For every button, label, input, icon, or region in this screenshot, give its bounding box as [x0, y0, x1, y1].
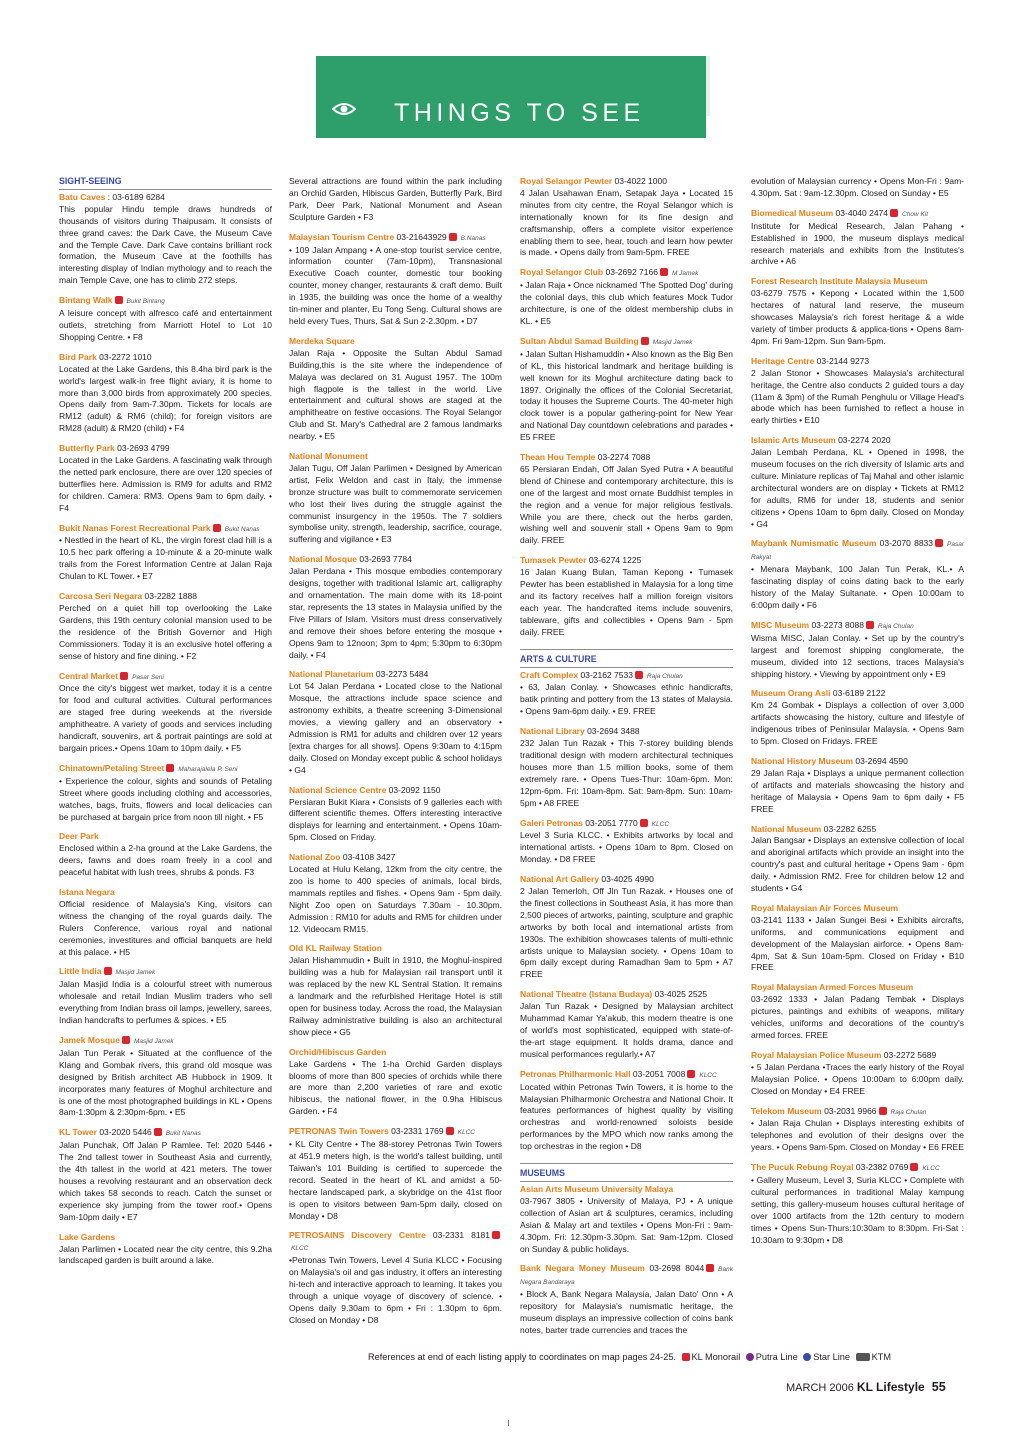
column-2 — [289, 176, 502, 1335]
listing-phone: 03-2273 8088 — [809, 619, 864, 630]
listing-phone: 03-2282 1888 — [142, 591, 197, 602]
listing-description: • Jalan Sultan Hishamuddin • Also known as the Big Ben of KL, this historical landmark and heritage building is well known for its Moghul architecture dating back to 1897. Originally the offices of the Colonial Secretariat, today it houses the Supreme Courts. The 40-meter high clock tower is a popular gathering-point for New Year and National Day countdown celebrations and parades • E5 FREE — [520, 348, 733, 443]
page-title: THINGS TO SEE — [394, 99, 645, 127]
reference-text: References at end of each listing apply to coordinates on map pages 24-25. — [368, 1352, 676, 1362]
station-name: Chow Kit — [902, 210, 929, 218]
listing-name: National Museum — [751, 823, 822, 834]
listing-name: National Library — [520, 726, 585, 737]
listing-phone: 03-4025 2525 — [652, 989, 708, 1000]
listing-name: Heritage Centre — [751, 355, 815, 366]
listing-description: • Nestled in the heart of KL, the virgin forest clad hill is a 10.5 hec park offering a 10-minute & a 20-minute walk trails from the Forest Information Centre at Jalan Raja Chulan to KL Tower. • E7 — [59, 535, 272, 582]
listing-entry — [520, 989, 733, 1060]
listing-description: Enclosed within a 2-ha ground at the Lake Gardens, the deers, fawns and does roam freely in a cool and peaceful habitat with lush trees, shrubs & ponds. F3 — [59, 843, 272, 878]
listing-name: Telekom Museum — [751, 1105, 822, 1116]
listing-phone: 03-2382 0769 — [853, 1162, 909, 1173]
listing-description: Official residence of Malaysia's King, visitors can witness the changing of the royal guards daily. The Rulers Conference, various royal and national ceremonies, investitures and official banquets are held at this palace. • H5 — [59, 898, 272, 957]
listing-name: Craft Complex — [520, 669, 579, 680]
station-icon — [154, 1128, 162, 1136]
station-name: KLCC — [291, 1245, 309, 1253]
eye-icon — [332, 102, 356, 116]
station-name: Masjid Jamek — [115, 969, 156, 977]
listing-description: 03-2141 1133 • Jalan Sungei Besi • Exhibits aircrafts, uniforms, and communications equipment and development of the Malaysian airforce. • Opens 8am-4pm, Sat & Sun 10am-5pm. Closed on Friday • B10 FREE — [751, 914, 964, 973]
listing-entry — [520, 267, 733, 328]
listing-phone: 03-4022 1000 — [612, 176, 667, 186]
section-heading-sightseeing: SIGHT-SEEING — [59, 176, 272, 190]
listing-entry — [289, 336, 502, 443]
listing-phone: 03-2272 5689 — [881, 1049, 937, 1060]
listing-entry — [751, 1050, 964, 1098]
listing-phone: 03-2274 2020 — [835, 435, 891, 446]
listing-entry — [289, 232, 502, 328]
listing-description: Jalan Tun Razak • Designed by Malaysian architect Muhammad Kamar Ya'akub, this modern theatre is one of world's most sophisticated, equipped with state-of-the-art stage equipment. It holds drama, dance and musical performances regularly.• A7 — [520, 1001, 733, 1059]
listing-entry — [520, 818, 733, 867]
station-icon — [120, 672, 128, 680]
listing-name: Orchid/Hibiscus Garden — [289, 1046, 387, 1057]
station-icon — [910, 1163, 918, 1171]
listing-phone: 03-2694 4590 — [853, 755, 908, 766]
listing-entry — [751, 982, 964, 1042]
listing-description: Jalan Parlimen • Located near the city centre, this 9.2ha landscaped garden is built around a lake. — [59, 1243, 272, 1266]
station-icon — [640, 819, 648, 827]
listing-description: Wisma MISC, Jalan Conlay. • Set up by the country's largest and foremost shipping conglomerate, the museum, divided into 12 sections, traces Malaysia's shipping history. • Viewing by appointment only • E9 — [751, 632, 964, 679]
station-icon — [935, 539, 943, 547]
page-banner — [316, 56, 706, 138]
listing-phone: 03-6274 1225 — [586, 555, 642, 566]
column-3 — [520, 176, 733, 1345]
listing-description: • KL City Centre • The 88-storey Petronas Twin Towers at 451.9 meters high, is the world's tallest building, until Taiwan's 101 Building is certified to supercede the record. Seated in the heart of KL and amidst a 50-hectare landscaped park, a skybridge on the 41st floor is open to visitors between 9am-5pm daily, closed on Monday • D8 — [289, 1139, 502, 1221]
listing-entry — [59, 763, 272, 824]
star-line-icon — [803, 1353, 811, 1361]
listing-description: Jalan Punchak, Off Jalan P Ramlee. Tel: 2020 5446 • The 2nd tallest tower in Southeast Asia and currently, the 4th tallest in the world at 421 meters. The tower houses a revolving restaurant and an observation deck which takes 58 seconds to reach. Catch the sunset or experience sky jumping from the tower roof.• Opens 9am-10pm daily • E7 — [59, 1140, 272, 1222]
entries-col2 — [289, 176, 502, 1327]
station-name: Raja Chulan — [877, 622, 914, 630]
listing-description: Lake Gardens • The 1-ha Orchid Garden displays blooms of more than 800 species of orchids while there are more than 2,200 varieties of rare and exotic hibiscus, the national flower, in the 0.9ha Hibiscus Garden. • F4 — [289, 1058, 502, 1117]
listing-entry — [289, 1126, 502, 1222]
listing-entry — [751, 824, 964, 895]
listing-name: Royal Selangor Pewter — [520, 176, 613, 186]
listing-entry — [520, 176, 733, 259]
station-icon — [122, 1036, 130, 1044]
station-name: KLCC — [651, 820, 670, 828]
banner-accent — [706, 56, 710, 116]
listing-description: Located in the Lake Gardens. A fascinating walk through the netted park enclosure, there are over 120 species of butterflies here. Admission is RM9 for adults and RM2 for children. Camera: RM3. Opens 9am to 6pm daily. • F4 — [59, 455, 272, 513]
page-footer — [786, 1380, 946, 1394]
entries-col4 — [751, 176, 964, 1247]
issue-date: MARCH 2006 — [786, 1382, 854, 1394]
listing-name: Bukit Nanas Forest Recreational Park — [59, 522, 211, 533]
listing-name: Carcosa Seri Negara — [59, 591, 143, 602]
station-name: Pasar Rakyat — [751, 541, 964, 562]
listing-entry — [751, 356, 964, 427]
station-name: KLCC — [922, 1165, 940, 1173]
listing-entry — [289, 451, 502, 546]
section-heading-museums: MUSEUMS — [520, 1163, 733, 1182]
listing-entry — [59, 887, 272, 958]
listing-phone: 03-2272 1010 — [96, 351, 152, 362]
listing-entry — [751, 1162, 964, 1246]
listing-description: Jalan Bangsar • Displays an extensive collection of local and aboriginal artifacts which provide an insight into the country's past and cultural heritage • Opens 9am - 6pm daily. • Admission RM2. Free for children below 12 and students • G4 — [751, 835, 964, 894]
listing-name: Islamic Arts Museum — [751, 435, 836, 446]
magazine-name: KL Lifestyle — [856, 1380, 925, 1394]
listing-entry — [751, 538, 964, 611]
station-name: Raja Chulan — [890, 1108, 927, 1116]
map-reference-note — [368, 1352, 891, 1362]
listing-name: Butterfly Park — [59, 443, 115, 454]
listing-phone: 03-2693 4799 — [114, 443, 170, 454]
listing-phone: 03-2144 9273 — [814, 355, 870, 366]
listing-entry — [59, 1232, 272, 1268]
listing-entry — [59, 1127, 272, 1223]
listing-entry — [289, 785, 502, 845]
listing-description: Jalan Perdana • This mosque embodies contemporary designs, together with traditional Islamic art, calligraphy and ornamentation. The main dome with its 18-point star, represents the 13 states in Malaysia unified by the Five Pillars of Islam. Visitors must dress conservatively and remove their shoes before entering the mosque • Opens 9am to 12noon; 3pm to 4pm; 5:30pm to 6:30pm daily. • F4 — [289, 566, 502, 660]
listing-entry — [289, 1230, 502, 1326]
listing-description: Persiaran Bukit Kiara • Consists of 9 galleries each with different scientific themes. Offers interesting interactive displays for learning and entertainment. • Opens 10am-5pm. Closed on Friday. — [289, 796, 502, 843]
station-icon — [449, 233, 457, 241]
listing-name: National Science Centre — [289, 784, 387, 795]
listing-entry — [520, 1263, 733, 1336]
listing-name: The Pucuk Rebung Royal — [751, 1162, 854, 1173]
listing-phone: 03-2694 3488 — [584, 726, 640, 737]
station-name: Masjid Jamek — [652, 338, 693, 346]
listing-phone: 03-2331 8181 — [425, 1230, 490, 1241]
listing-description: evolution of Malaysian currency • Opens Mon-Fri : 9am-4.30pm. Sat : 9am-12.30pm. Closed on Sunday • E5 — [751, 176, 964, 198]
station-icon — [213, 524, 221, 532]
listing-name: Little India — [59, 966, 102, 977]
station-icon — [866, 621, 874, 629]
listing-name: KL Tower — [59, 1127, 97, 1138]
listing-phone: 03-2282 6255 — [821, 823, 877, 834]
listing-description: 4 Jalan Usahawan Enam, Setapak Jaya • Located 15 minutes from city centre, the Royal Selangor which is internationally known for its fine design and craftsmanship, offers a complete visitor experience enabling them to see, hear, touch and learn how pewter is made. • Opens daily from 9am-5pm. FREE — [520, 187, 733, 258]
ktm-icon — [856, 1353, 870, 1361]
listing-name: Petronas Philharmonic Hall — [520, 1068, 631, 1079]
station-icon — [104, 967, 112, 975]
station-name: Bank Negara Bandaraya — [520, 1266, 733, 1287]
listing-name: National History Museum — [751, 755, 854, 766]
listing-entry — [59, 523, 272, 584]
listing-name: Chinatown/Petaling Street — [59, 762, 165, 773]
listing-entry — [751, 176, 964, 200]
listing-description: Institute for Medical Research, Jalan Pahang • Established in 1900, the museum displays medical research materials and exhibits from the Institutes's archive • A6 — [751, 220, 964, 267]
listing-name: Forest Research Institute Malaysia Museum — [751, 276, 928, 287]
listing-phone: 03-4025 4990 — [599, 874, 654, 885]
listing-description: A leisure concept with alfresco café and entertainment outlets, stretching from Marriott Hotel to Lot 10 Shopping Centre. • F8 — [59, 308, 272, 342]
listing-description: Several attractions are found within the park including an Orchid Garden, Hibiscus Garden, Butterfly Park, Bird Park, Deer Park, National Monument and Asean Sculpture Garden • F3 — [289, 176, 502, 222]
listing-phone: 03-2692 7166 — [603, 267, 658, 278]
listing-name: Maybank Numismatic Museum — [751, 538, 877, 549]
listing-phone: 03-2051 7770 — [582, 817, 638, 828]
listing-description: • Jalan Raja • Once nicknamed 'The Spotted Dog' during the colonial days, this club which features Mock Tudor architecture, is one of the oldest membership clubs in KL. • E5 — [520, 280, 733, 326]
listing-description: • 109 Jalan Ampang • A one-stop tourist service centre, information counter (7am-10pm), Transnasional Executive Coach counter, domestic tour booking counter, money changer, restaurants & craft demo. Built in 1935, the building was once the home of a wealthy tin-miner and planter, Eu Tong Seng. Cultural shows are held every Tues, Thurs, Sat & Sun 2-2.30pm. • D7 — [289, 244, 502, 326]
station-icon — [687, 1070, 695, 1078]
listing-name: Old KL Railway Station — [289, 943, 382, 954]
listing-entry — [520, 336, 733, 444]
listing-description: Perched on a quiet hill top overlooking the Lake Gardens, this 19th century colonial mansion used to be the residence of the British Governor and High Commissioners. Today it is an exclusive hotel offering a sense of history and fine dining. • F2 — [59, 603, 272, 661]
listing-description: Located within Petronas Twin Towers, it is home to the Malaysian Philharmonic Orchestra and National Choir. It features performances of highest quality by visiting orchestras and world-renowned soloists beside performances by the MPO which now ranks among the top orchestras in the region • D8 — [520, 1081, 733, 1152]
listing-entry — [289, 669, 502, 776]
listing-phone: 03-2092 1150 — [386, 784, 441, 795]
entries-col1 — [59, 192, 272, 1267]
putra-line-icon — [746, 1353, 754, 1361]
listing-name: Bintang Walk — [59, 295, 113, 306]
listing-entry — [59, 192, 272, 287]
listing-description: • Menara Maybank, 100 Jalan Tun Perak, KL.• A fascinating display of coins dating back to the early history of the Malay Sultanate. • Open 10:00am to 6:00pm daily • F6 — [751, 564, 964, 610]
listing-name: National Zoo — [289, 852, 341, 863]
listing-entry — [289, 176, 502, 224]
station-icon — [660, 268, 668, 276]
listing-entry — [59, 671, 272, 755]
listing-name: National Mosque — [289, 554, 358, 565]
listing-name: Lake Gardens — [59, 1231, 116, 1242]
listing-entry — [520, 874, 733, 981]
listing-name: Tumasek Pewter — [520, 555, 587, 566]
listing-phone: 03-2070 8833 — [876, 538, 934, 549]
listing-entry — [289, 943, 502, 1038]
listing-entry — [751, 620, 964, 681]
station-name: Masjid Jamek — [133, 1038, 174, 1045]
listing-phone: 03-4108 3427 — [340, 852, 396, 863]
listing-description: Jalan Hishammudin • Built in 1910, the Moghul-inspired building was a hub for Malaysian rail transport until it was replaced by the new KL Sentral Station. It remains a landmark and the refurbished Heritage Hotel is still open for business today. Across the road, the Malaysian Railway administrative building is also an architectural show piece • G5 — [289, 955, 502, 1037]
listing-name: National Monument — [289, 451, 368, 462]
listing-description: • Experience the colour, sights and sounds of Petaling Street where goods including clothing and accessories, watches, bags, fruits, flowers and local delicacies can be purchased at bargain price from noon till night. • F5 — [59, 775, 272, 822]
entries-col3b — [520, 670, 733, 1154]
station-name: M Jamek — [671, 270, 699, 278]
listing-description: Jalan Masjid India is a colourful street with numerous wholesale and retail Indian Muslim traders who sell everything from Indian brass oil lamps, jewellery, sarees, Indian handcrafts to perfumes & spices. • E5 — [59, 979, 272, 1026]
listing-description: 16 Jalan Kuang Bulan, Taman Kepong • Tumasek Pewter has been established in Malaysia for a long time and its factory receives half a million foreign visitors each year. The handcrafted items include souvenirs, tableware, gifts and collectibles • Opens 9am - 5pm daily. FREE — [520, 567, 733, 637]
station-name: Maharajalela P. Seni — [178, 765, 238, 773]
listing-name: Museum Orang Asli — [751, 688, 831, 699]
listing-phone: 03-2693 7784 — [357, 554, 412, 565]
legend-star: Star Line — [813, 1352, 851, 1362]
legend-monorail: KL Monorail — [691, 1352, 741, 1362]
listing-entry — [59, 352, 272, 435]
listing-description: •Petronas Twin Towers, Level 4 Suria KLCC • Focusing on Malaysia's oil and gas industry, it offers an interesting hi-tech and interactive approach to learning. It takes you through a unique voyage of discovery of science. • Opens daily 9.30am to 6pm • Fri : 1.30pm to 6pm. Closed on Monday • D8 — [289, 1255, 502, 1325]
listing-entry — [520, 670, 733, 719]
listing-name: Thean Hou Temple — [520, 452, 596, 463]
listing-description: 03-7967 3805 • University of Malaya, PJ • A unique collection of Asian art & sculptures, ceramics, including Asian & Malay art and textiles • Opens Mon-Fri : 9am-4.30pm. Fri: 12.30pm-3.30pm. Sat: 9am-12pm. Closed on Sunday & public holidays. — [520, 1195, 733, 1254]
listing-description: 03-6279 7575 • Kepong • Located within the 1,500 hectares of natural land reserve, the museum showcases Malaysia's rich forest heritage & a wide variety of timber products & applica-tions • Opens 8am-4pm. Fri 9am-12pm. Sun 9am-5pm. — [751, 288, 964, 346]
listing-entry — [520, 1069, 733, 1153]
listing-name: Sultan Abdul Samad Building — [520, 335, 639, 346]
listing-entry — [59, 966, 272, 1027]
listing-entry — [751, 1106, 964, 1155]
listing-entry — [751, 688, 964, 748]
listing-entry — [520, 1184, 733, 1255]
listing-name: Asian Arts Museum University Malaya — [520, 1183, 674, 1194]
station-icon — [879, 1107, 887, 1115]
legend-putra: Putra Line — [755, 1352, 798, 1362]
crop-mark — [508, 1420, 509, 1426]
station-name: Pasar Seni — [132, 673, 164, 681]
listing-name: Royal Selangor Club — [520, 267, 604, 278]
listing-phone: 03-2273 5484 — [373, 669, 429, 680]
listing-phone: 03-2051 7008 — [630, 1068, 686, 1079]
listing-phone: 03-2162 7533 — [578, 669, 633, 680]
station-icon — [446, 1127, 454, 1135]
listing-name: National Planetarium — [289, 669, 374, 680]
listing-entry — [751, 276, 964, 347]
listing-description: Located at the Lake Gardens, this 8.4ha bird park is the world's largest walk-in free flight aviary, it is home to more than 3,000 birds from approximately 200 species. Opens daily from 9am-7.30pm. Tickets for locals are RM12 (adult) & RM6 (child); for foreign visitors are RM28 (adult) & RM20 (child) • F4 — [59, 363, 272, 434]
listing-entry — [751, 208, 964, 269]
listing-entry — [751, 756, 964, 816]
listing-description: Once the city's biggest wet market, today it is a centre for food and cultural activities. Cultural performances are staged free during weekends at the riverside amphitheatre. A variety of goods and services including handicraft, souvenirs, art & portrait paintings are sold at bargain prices.• Opens 10am to 10pm daily. • F5 — [59, 683, 272, 753]
listing-entry — [59, 591, 272, 662]
listing-entry — [751, 903, 964, 974]
listing-phone: 03-2331 1769 — [388, 1126, 444, 1137]
listing-description: Jalan Tun Perak • Situated at the confluence of the Klang and Gombak rivers, this grand old mosque was designed by British architect AB Hubbock in 1909. It incorporates many features of Moghul architecture and is one of the most photographed buildings in KL • Opens 8am-1:30pm & 2:30pm-6pm. • E5 — [59, 1047, 272, 1118]
listing-phone: 03-21643929 — [394, 231, 447, 242]
page-number: 55 — [931, 1380, 946, 1394]
listing-description: 65 Persiaran Endah, Off Jalan Syed Putra • A beautiful blend of Chinese and contemporary architecture, this is one of the largest and most ornate Buddhist temples in the region and a venue for major religious festivals. While you are there, check out the herbs garden, wishing well and souvenir stall • Opens 9am to 9pm daily. FREE — [520, 463, 733, 546]
listing-name: PETRONAS Twin Towers — [289, 1126, 389, 1137]
listing-entry — [751, 435, 964, 530]
listing-phone: 03-6189 2122 — [830, 688, 886, 699]
listing-description: 03-2692 1333 • Jalan Padang Tembak • Displays pictures, paintings and exhibits of weapons, military vehicles, uniforms and decorations of the country's armed forces. FREE — [751, 994, 964, 1040]
listing-name: Deer Park — [59, 831, 99, 842]
listing-description: • Gallery Museum, Level 3, Suria KLCC • Complete with cultural performances in traditional Malay kampung setting, this gallery-museum houses cultural heritage of over 1000 artifacts from the 12th century to modern times • Opens Sun-Thurs:10:30am to 8:30pm. Fri-Sat : 10:30am to 9:30pm • D8 — [751, 1175, 964, 1245]
listing-entry — [289, 852, 502, 935]
station-icon — [890, 209, 898, 217]
listing-description: • Jalan Raja Chulan • Displays interesting exhibits of telephones and evolution of their designs over the years. • Opens 9am-5pm. Closed on Monday • E6 FREE — [751, 1118, 964, 1153]
listing-entry — [520, 555, 733, 638]
column-4 — [751, 176, 964, 1255]
listing-phone: 03-2031 9966 — [821, 1105, 877, 1116]
listing-name: PETROSAINS Discovery Centre — [289, 1230, 426, 1241]
station-icon — [115, 296, 123, 304]
listing-description: Jalan Tugu, Off Jalan Parlimen • Designed by American artist, Felix Weldon and cast in Italy, the immense bronze structure was built to commemorate servicemen who lost their lives during the struggle against the communist insurgency in the 1950s. The 7 soldiers symbolise unity, strength, leadership, sacrifice, courage, suffering and vigilance • E3 — [289, 462, 502, 545]
listing-phone: 03-2698 8044 — [644, 1263, 705, 1274]
entries-col3c — [520, 1184, 733, 1337]
listing-entry — [59, 443, 272, 514]
listing-description: This popular Hindu temple draws hundreds of thousands of visitors during Thaipusam. It consists of three grand caves: the Dark Cave, the Museum Cave and the Temple Cave. Dark Cave contains brilliant rock formation, the Museum Cave at the foothills has interesting display of Indian mythology and to reach the main Temple Cave, one has to climb 272 steps. — [59, 203, 272, 286]
listing-phone: 03-2274 7088 — [595, 452, 651, 463]
listing-entry — [59, 295, 272, 344]
listing-description: • 63, Jalan Conlay. • Showcases ethnic handicrafts, batik printing and pottery from the 13 states of Malaysia. • Opens 9am-6pm daily. • E9. FREE — [520, 682, 733, 717]
listing-phone: 03-2020 5446 — [96, 1127, 152, 1138]
listing-name: National Theatre (Istana Budaya) — [520, 989, 653, 1000]
listing-entry — [59, 1035, 272, 1119]
listing-description: • Block A, Bank Negara Malaysia, Jalan Dato' Onn • A repository for Malaysia's numismatic heritage, the museum displays an impressive collection of coins bank notes, barter trade currencies and traces the — [520, 1289, 733, 1335]
station-icon — [635, 671, 643, 679]
station-icon — [166, 764, 174, 772]
listing-description: Level 3 Suria KLCC. • Exhibits artworks by local and international artists. • Opens 10am to 8pm. Closed on Monday. • D8 FREE — [520, 830, 733, 865]
listing-entry — [289, 554, 502, 661]
listing-description: Lot 54 Jalan Perdana • Located close to the National Mosque, the attractions include space science and astronomy exhibits, a theatre screening 3-Dimensional movies, a viewing gallery and an observatory • Admission is RM1 for adults and children over 12 years [extra charges for all shows]. Opens 9:30am to 4:15pm daily. Closed on Monday except public & school holidays • G4 — [289, 681, 502, 775]
listing-name: Biomedical Museum — [751, 207, 834, 218]
listing-name: Galeri Petronas — [520, 817, 583, 828]
listing-entry — [520, 452, 733, 547]
listing-entry — [289, 1047, 502, 1118]
listing-phone: : 03-6189 6284 — [105, 191, 165, 202]
listing-description: Jalan Lembah Perdana, KL • Opened in 1998, the museum focuses on the rich diversity of Islamic arts and culture. Miniature replicas of Taj Mahal and other islamic architectural wonders are on display • Tickets at RM12 for adults, RM6 for under 18, students and senior citizens • Opens 10am to 6pm daily. Closed on Monday • G4 — [751, 447, 964, 529]
listing-entry — [520, 726, 733, 809]
listing-description: 232 Jalan Tun Razak • This 7-storey building blends traditional design with modern architectural techniques houses more than 1.5 million books, some of them extremely rare. • Opens Tues-Thur: 10am-6pm. Mon: 12pm-6pm. Fri: 10am-8pm. Sat: 9am-8pm. Sun: 10am-5pm • A8 FREE — [520, 738, 733, 808]
listing-entry — [59, 831, 272, 879]
listing-description: Jalan Raja • Opposite the Sultan Abdul Samad Building,this is the site where the independence of Malaya was declared on 31 August 1957. The 100m high flagpole is the tallest in the world. Live entertainment and cultural shows are staged at the amphitheatre on festive occasions. The Royal Selangor Club and St. Mary's Cathedral are 2 famous landmarks nearby. • E5 — [289, 347, 502, 442]
station-name: Raja Chulan — [646, 672, 683, 680]
listing-name: Malaysian Tourism Centre — [289, 231, 395, 242]
station-icon — [641, 337, 649, 345]
listing-description: 2 Jalan Temerloh, Off Jln Tun Razak. • Houses one of the finest collections in Southeast Asia, it has more than 2,500 pieces of artworks, painting, sculpture and graphic artworks by both local and international artists from 1930s. The exhibition showcases talents of multi-ethnic artists unique to Malaysian society. • Opens 10am to 6pm daily except during Ramadhan 9am to 5pm • A7 FREE — [520, 886, 733, 980]
listing-name: Merdeka Square — [289, 335, 355, 346]
station-name: KLCC — [699, 1071, 717, 1079]
listing-phone: 03-4040 2474 — [833, 207, 889, 218]
legend-ktm: KTM — [871, 1352, 891, 1362]
station-name: Bukit Nanas — [165, 1130, 201, 1138]
station-name: KLCC — [457, 1129, 475, 1137]
listing-name: Bird Park — [59, 351, 97, 362]
listing-name: Royal Malaysian Police Museum — [751, 1049, 882, 1060]
listing-name: Batu Caves — [59, 191, 106, 202]
station-icon — [706, 1264, 714, 1272]
listing-name: Royal Malaysian Air Forces Museum — [751, 902, 899, 913]
listing-name: Istana Negara — [59, 887, 115, 898]
station-icon — [492, 1231, 500, 1239]
listing-description: Located at Hulu Kelang, 12km from the city centre, the zoo is home to 400 species of animals, local birds, mammals reptiles and fishes. • Opens 9am - 5pm daily. Night Zoo open on Saturdays 7.30am - 10.30pm. Admission : RM10 for adults and RM5 for children under 12. Videocam RM15. — [289, 864, 502, 934]
section-heading-arts: ARTS & CULTURE — [520, 649, 733, 668]
listing-name: National Art Gallery — [520, 874, 600, 885]
column-1 — [59, 176, 272, 1275]
station-name: Bukit Nanas — [224, 525, 260, 533]
listing-description: 29 Jalan Raja • Displays a unique permanent collection of artifacts and materials showcasing the history and heritage of Malaysia • Opens 9am to 6pm daily • F5 FREE — [751, 767, 964, 814]
listing-name: Central Market — [59, 670, 119, 681]
listing-description: 2 Jalan Stonor • Showcases Malaysia's architectural heritage, the Centre also conducts 2 guided tours a day (11am & 3pm) of the Rumah Penghulu or Village Head's abode which has been furnished to reflect a house in early thirties • E10 — [751, 367, 964, 426]
listing-name: MISC Museum — [751, 619, 810, 630]
monorail-icon — [682, 1353, 690, 1361]
station-name: Bukit Bintang — [126, 298, 165, 306]
station-name: B.Nanas — [460, 234, 486, 242]
listing-name: Bank Negara Money Museum — [520, 1263, 645, 1274]
listing-name: Jamek Mosque — [59, 1035, 120, 1045]
entries-col3a — [520, 176, 733, 639]
listing-description: Km 24 Gombak • Displays a collection of over 3,000 artifacts showcasing the history, culture and lifestyle of indigenous tribes of Peninsular Malaysia. • Opens 9am to 5pm. Closed on Fridays. FREE — [751, 700, 964, 747]
listing-name: Royal Malaysian Armed Forces Museum — [751, 982, 914, 993]
listing-description: • 5 Jalan Perdana •Traces the early history of the Royal Malaysian Police. • Opens 10:00am to 6:00pm daily. Closed on Monday • E4 FREE — [751, 1061, 964, 1096]
